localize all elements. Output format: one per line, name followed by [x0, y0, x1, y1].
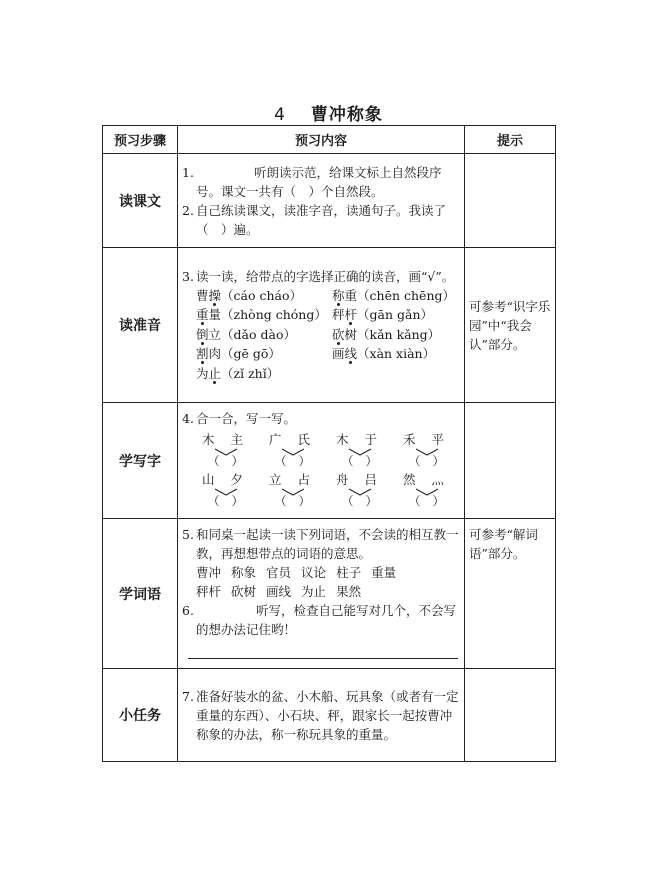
hint-cell: 可参考“解词语”部分。	[465, 519, 556, 669]
word-list-2	[182, 582, 460, 601]
char-combine-item[interactable]: 禾 平 （ ）	[403, 432, 450, 468]
pronunciation-item[interactable]: 倒立（dǎo dào）	[196, 326, 296, 342]
step-label: 小任务	[103, 669, 178, 762]
item-text: 合一合，写一写。	[196, 411, 297, 426]
item-text: 自己练读课文，读准字音，读通句子。我读了（ ）遍。	[196, 202, 447, 237]
vocab-word: 果然	[336, 583, 362, 599]
item-7	[182, 687, 460, 744]
step-label: 读准音	[103, 248, 178, 403]
char-combine-item[interactable]: 木 主 （ ）	[202, 432, 249, 468]
content-cell	[178, 403, 465, 519]
row-vocabulary	[103, 519, 556, 669]
header-content: 预习内容	[178, 126, 465, 154]
header-row	[103, 126, 556, 154]
item-text: 准备好装水的盆、小木船、玩具象（或者有一定重量的东西）、小石块、秤，跟家长一起按曹冲称象的办法，称一称玩具象的重量。	[196, 688, 459, 742]
item-number: 1.	[182, 164, 194, 180]
vocab-word: 曹冲	[196, 564, 222, 580]
item-6	[182, 601, 460, 639]
char-combine-item[interactable]: 然 灬 （ ）	[403, 472, 450, 508]
word-list-1	[182, 563, 460, 582]
item-number: 4.	[182, 411, 194, 426]
pronunciation-item[interactable]: 割肉（gē gō）	[196, 346, 281, 362]
item-4	[182, 409, 460, 428]
item-number: 7.	[182, 688, 194, 704]
row-write-chars	[103, 403, 556, 519]
row-read-text	[103, 154, 556, 248]
step-label: 学词语	[103, 519, 178, 669]
pronunciation-list	[182, 286, 460, 384]
vocab-word: 称象	[231, 564, 257, 580]
item-3	[182, 267, 460, 286]
page-title	[0, 100, 657, 125]
vocab-word: 柱子	[336, 564, 362, 580]
item-text: 读一读，给带点的字选择正确的读音，画“√”。	[196, 268, 455, 284]
vocab-word: 秤杆	[196, 583, 222, 599]
char-combine-item[interactable]: 立 占 （ ）	[269, 472, 316, 508]
item-number: 6.	[182, 602, 194, 618]
item-text: 听朗读示范，给课文标上自然段序号。课文一共有（ ）个自然段。	[196, 164, 442, 199]
pronunciation-item[interactable]: 画线（xàn xiàn）	[332, 346, 436, 362]
item-5	[182, 525, 460, 563]
vocab-word: 官员	[266, 564, 292, 580]
header-step: 预习步骤	[103, 126, 178, 154]
item-1	[182, 163, 460, 201]
vocab-word: 重量	[371, 564, 397, 580]
content-cell	[178, 154, 465, 248]
char-combine-item[interactable]: 山 夕 （ ）	[202, 472, 249, 508]
pronunciation-item[interactable]: 为止（zǐ zhǐ）	[196, 365, 280, 381]
hint-cell: 可参考“识字乐园”中“我会认”部分。	[465, 248, 556, 403]
header-hint: 提示	[465, 126, 556, 154]
vocab-word: 画线	[266, 583, 292, 599]
item-2	[182, 201, 460, 239]
char-combine-item[interactable]: 木 于 （ ）	[336, 432, 383, 468]
item-text: 听写，检查自己能写对几个，不会写的想办法记住哟！	[196, 602, 457, 637]
pronunciation-item[interactable]: 曹操（cáo cháo）	[196, 287, 303, 303]
hint-cell	[465, 403, 556, 519]
content-cell	[178, 519, 465, 669]
pronunciation-item[interactable]: 砍树（kǎn kǎng）	[332, 326, 441, 342]
lesson-title: 曹冲称象	[310, 105, 383, 125]
step-label: 学写字	[103, 403, 178, 519]
preview-table	[102, 125, 556, 762]
vocab-word: 砍树	[231, 583, 257, 599]
row-task	[103, 669, 556, 762]
char-combine-item[interactable]: 广 氏 （ ）	[269, 432, 316, 468]
pronunciation-item[interactable]: 重量（zhòng chóng）	[196, 307, 327, 323]
char-combine-item[interactable]: 舟 吕 （ ）	[336, 472, 383, 508]
vocab-word: 议论	[301, 564, 327, 580]
hint-cell	[465, 669, 556, 762]
lesson-number: 4	[274, 105, 286, 125]
content-cell	[178, 248, 465, 403]
hint-cell	[465, 154, 556, 248]
row-pronunciation	[103, 248, 556, 403]
pronunciation-item[interactable]: 秤杆（gān gǎn）	[332, 307, 434, 323]
item-number: 2.	[182, 202, 194, 218]
char-combine-grid	[182, 432, 460, 512]
step-label: 读课文	[103, 154, 178, 248]
item-number: 3.	[182, 268, 194, 284]
content-cell	[178, 669, 465, 762]
answer-line	[188, 648, 458, 659]
vocab-word: 为止	[301, 583, 327, 599]
item-text: 和同桌一起读一读下列词语，不会读的相互教一教，再想想带点的词语的意思。	[196, 526, 459, 561]
pronunciation-item[interactable]: 称重（chēn chēng）	[332, 287, 456, 303]
item-number: 5.	[182, 526, 194, 542]
